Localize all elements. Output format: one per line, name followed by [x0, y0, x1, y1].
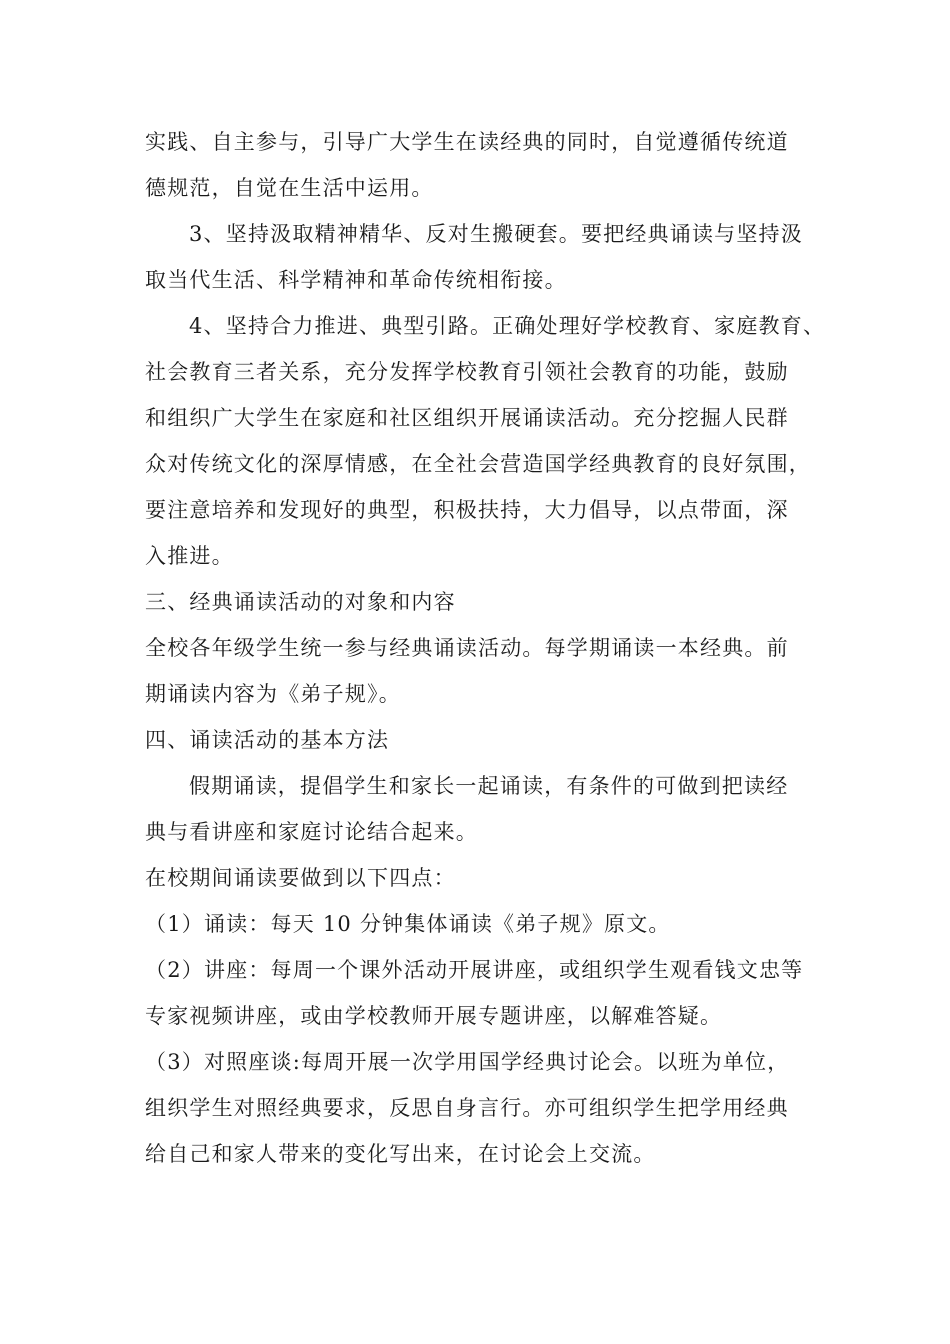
body-text-line: 给自己和家人带来的变化写出来，在讨论会上交流。 [145, 1142, 656, 1166]
body-text-line: 实践、自主参与，引导广大学生在读经典的同时，自觉遵循传统道 [145, 130, 789, 154]
body-text-line: 专家视频讲座，或由学校教师开展专题讲座，以解难答疑。 [145, 1004, 723, 1028]
body-text-line: 要注意培养和发现好的典型，积极扶持，大力倡导，以点带面，深 [145, 498, 789, 522]
numbered-point-4: 4、坚持合力推进、典型引路。正确处理好学校教育、家庭教育、 [189, 314, 826, 338]
body-text-line: 期诵读内容为《弟子规》。 [145, 682, 401, 706]
body-text-line: 和组织广大学生在家庭和社区组织开展诵读活动。充分挖掘人民群 [145, 406, 789, 430]
paragraph-holiday-reading: 假期诵读，提倡学生和家长一起诵读，有条件的可做到把读经 [189, 774, 789, 798]
body-text-line: 入推进。 [145, 544, 234, 568]
body-text-line: 社会教育三者关系，充分发挥学校教育引领社会教育的功能，鼓励 [145, 360, 789, 384]
list-item-1: （1）诵读：每天 10 分钟集体诵读《弟子规》原文。 [145, 912, 671, 936]
body-text-line: 组织学生对照经典要求，反思自身言行。亦可组织学生把学用经典 [145, 1096, 789, 1120]
section-heading-4: 四、诵读活动的基本方法 [145, 728, 390, 752]
body-text-line: 在校期间诵读要做到以下四点： [145, 866, 456, 890]
body-text-line: 众对传统文化的深厚情感，在全社会营造国学经典教育的良好氛围， [145, 452, 811, 476]
section-heading-3: 三、经典诵读活动的对象和内容 [145, 590, 456, 614]
body-text-line: 典与看讲座和家庭讨论结合起来。 [145, 820, 478, 844]
body-text-line: 德规范，自觉在生活中运用。 [145, 176, 434, 200]
body-text-line: 全校各年级学生统一参与经典诵读活动。每学期诵读一本经典。前 [145, 636, 789, 660]
list-item-2: （2）讲座：每周一个课外活动开展讲座，或组织学生观看钱文忠等 [145, 958, 804, 982]
body-text-line: 取当代生活、科学精神和革命传统相衔接。 [145, 268, 567, 292]
list-item-3: （3）对照座谈:每周开展一次学用国学经典讨论会。以班为单位， [145, 1050, 790, 1074]
numbered-point-3: 3、坚持汲取精神精华、反对生搬硬套。要把经典诵读与坚持汲 [189, 222, 803, 246]
